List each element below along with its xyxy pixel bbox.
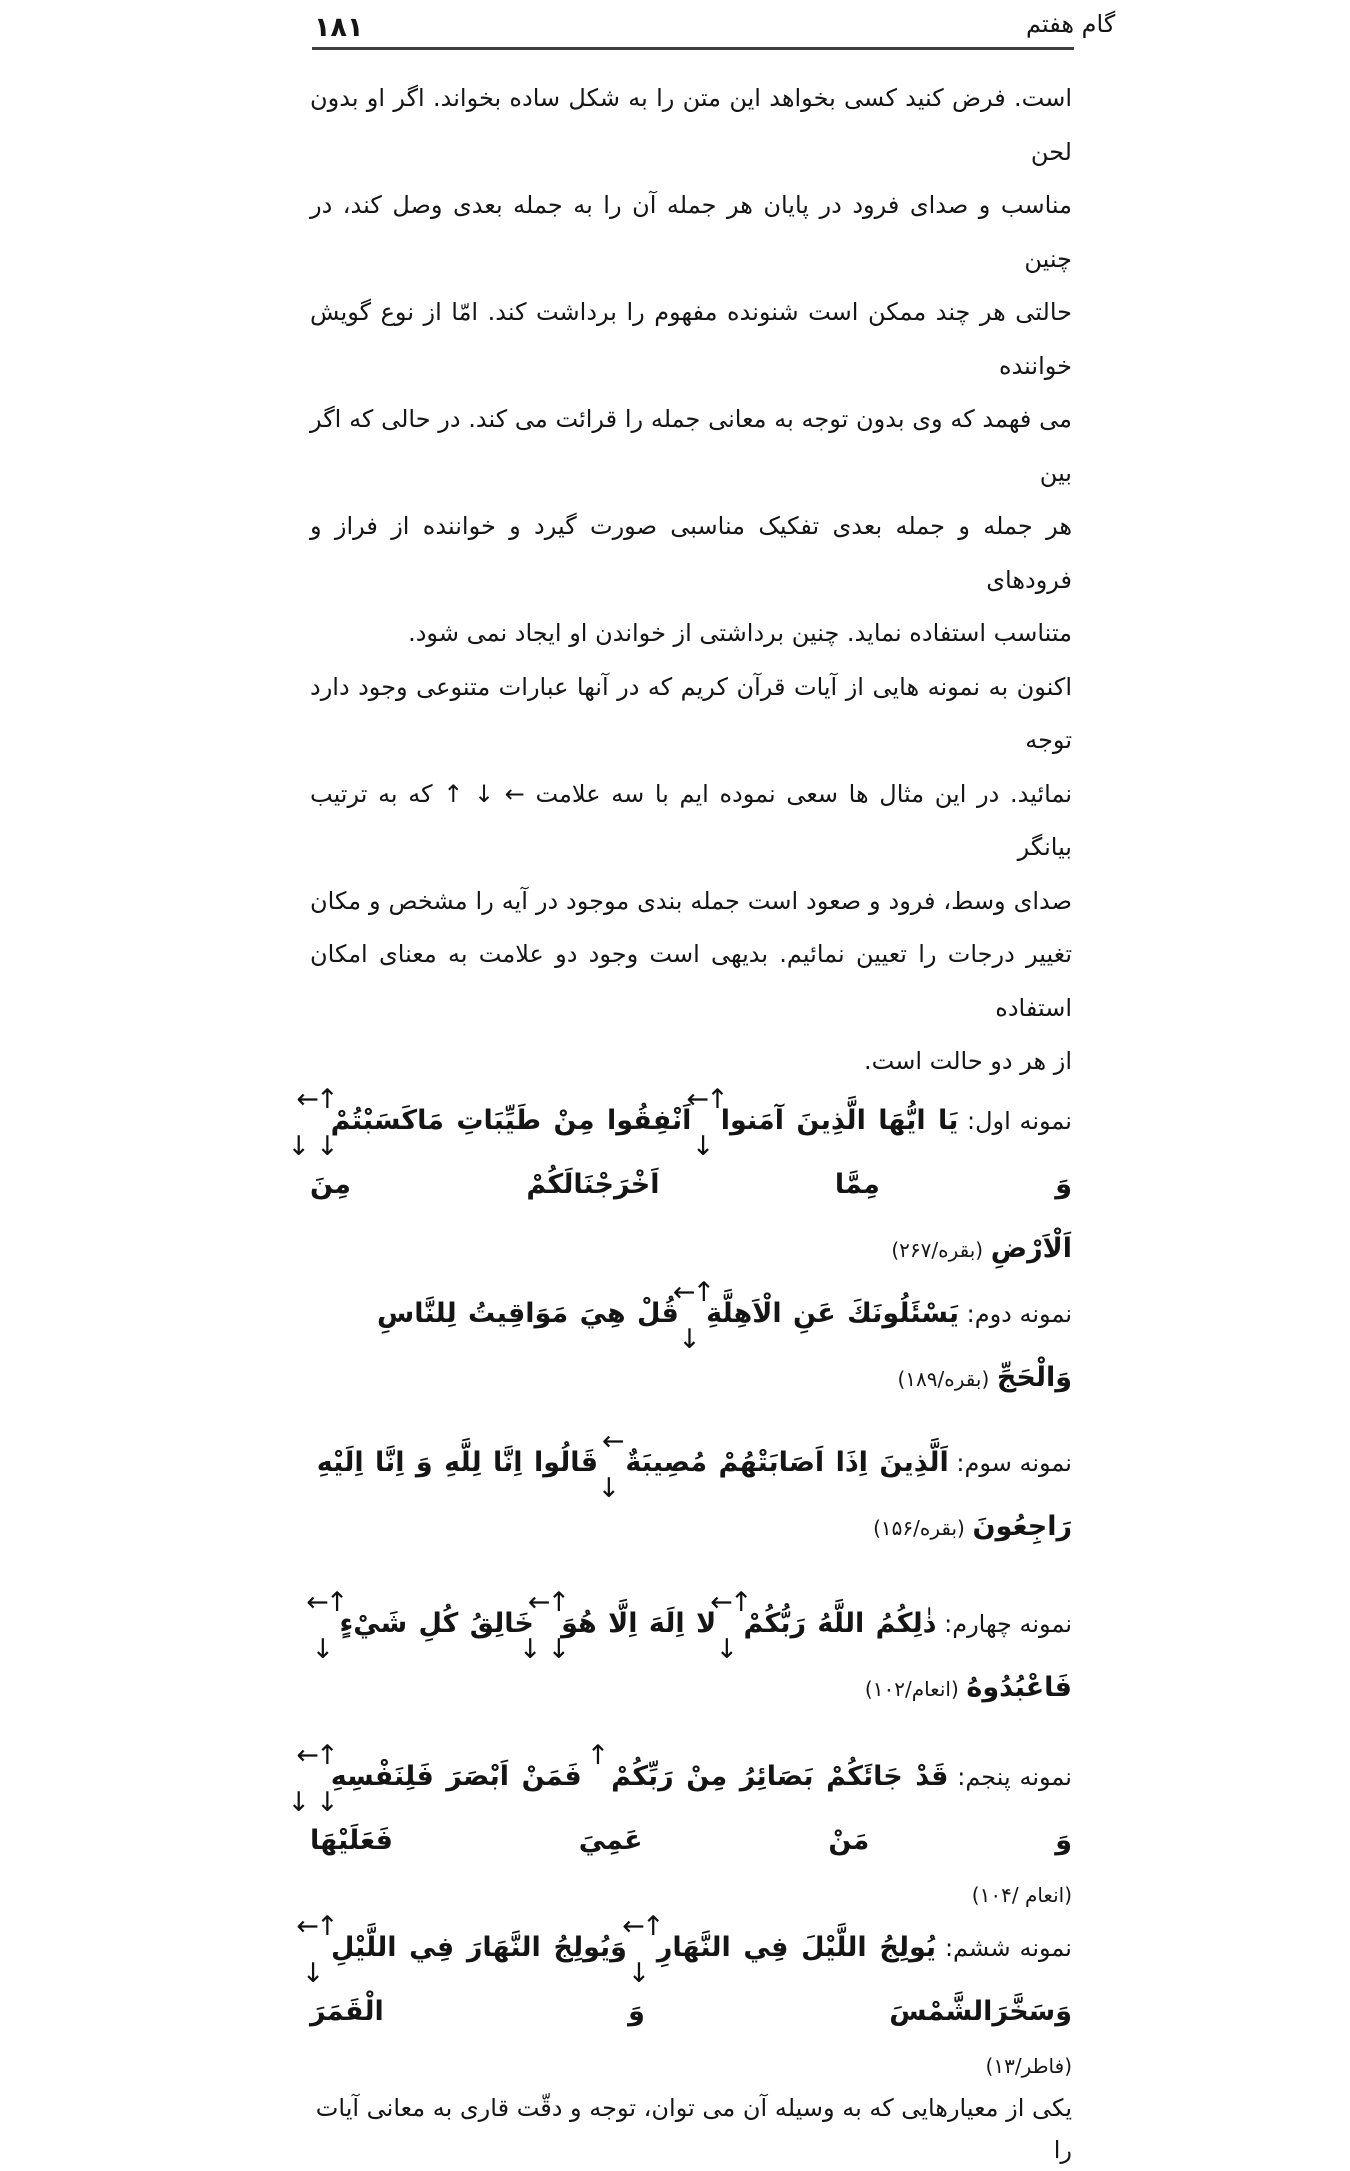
closing-text-line: یکی از معیارهایی که به وسیله آن می توان، توجه و دقّت قاری به معانی آیات را <box>315 2093 1072 2164</box>
intonation-mark <box>672 1276 713 1355</box>
examples-section <box>287 1083 1072 2087</box>
intonation-mark <box>686 1083 726 1162</box>
body-text-line: است. فرض کنید کسی بخواهد این متن را به شکل ساده بخواند. اگر او بدون لحن <box>310 84 1072 166</box>
verse-segment: لا اِلَهَ اِلَّا هُوَ <box>561 1607 717 1639</box>
verse-reference: (بقره/۱۵۶) <box>873 1515 965 1540</box>
body-text-line: حالتی هر چند ممکن است شنونده مفهوم را برداشت کند. امّا از نوع گویش خواننده <box>310 298 1072 380</box>
intonation-mark <box>586 1739 607 1789</box>
intonation-arrows-bottom: ↓↓ <box>287 1786 345 1818</box>
page-number: ۱۸۱ <box>314 12 364 43</box>
verse-segment: وَ مِمَّا اَخْرَجْنَالَكُمْ مِنَ <box>310 1168 1072 1200</box>
verse-segment: يَسْئَلُونَكَ عَنِ الْاَهِلَّةِ <box>706 1297 959 1329</box>
intonation-mark <box>306 1586 346 1665</box>
body-text-line: از هر دو حالت است. <box>864 1047 1072 1075</box>
verse-line <box>310 1217 1072 1282</box>
intonation-arrows-bottom: ↓ <box>715 1633 745 1665</box>
intonation-mark <box>710 1586 750 1665</box>
example-3 <box>310 1425 1072 1560</box>
verse-segment: يُولِجُ اللَّيْلَ فِي النَّهَارِ <box>656 1931 937 1963</box>
body-text-line: مناسب و صدای فرود در پایان هر جمله آن را به جمله بعدی وصل کند، در چنین <box>310 191 1072 273</box>
verse-reference-line <box>310 1873 1072 1916</box>
verse-segment: فَمَنْ اَبْصَرَ فَلِنَفْسِهِ <box>330 1760 582 1792</box>
verse-segment: فَاعْبُدُوهُ <box>966 1671 1072 1703</box>
header-rule <box>312 47 1074 50</box>
intonation-arrows-top: ←↑ <box>296 1739 336 1771</box>
verse-segment: ذٰلِكُمُ اللَّهُ رَبُّكُمْ <box>743 1607 937 1639</box>
verse-segment: اَنْفِقُوا مِنْ طَيِّبَاتِ مَاكَسَبْتُمْ <box>330 1104 692 1136</box>
example-1 <box>287 1083 1072 1282</box>
intonation-arrows-bottom: ↓ <box>311 1633 341 1665</box>
intonation-arrows-bottom: ↓↓ <box>287 1130 345 1162</box>
verse-segment: اَلْاَرْضِ <box>990 1232 1072 1264</box>
intonation-mark <box>622 1910 662 1989</box>
example-label: نمونه ششم: <box>944 1933 1072 1962</box>
body-text-line: صدای وسط، فرود و صعود است جمله بندی موجود در آیه را مشخص و مکان <box>310 886 1072 915</box>
intonation-mark <box>296 1910 336 1989</box>
verse-line <box>296 1910 1072 2044</box>
body-text-line: اکنون به نمونه هایی از آیات قرآن کریم که در آنها عبارات متنوعی وجود دارد توجه <box>310 672 1072 754</box>
verse-line <box>310 1276 1072 1411</box>
intonation-mark <box>287 1739 345 1818</box>
verse-reference: (انعام/۱۰۲) <box>864 1676 959 1701</box>
example-label: نمونه چهارم: <box>944 1609 1072 1638</box>
example-label: نمونه دوم: <box>966 1299 1072 1328</box>
verse-segment: وَسَخَّرَالشَّمْسَ وَ الْقَمَرَ <box>310 1995 1072 2027</box>
verse-line <box>306 1586 1072 1721</box>
verse-segment: قَدْ جَائَكُمْ بَصَائِرُ مِنْ رَبِّكُمْ <box>611 1760 949 1792</box>
intonation-arrows-top: ←↑ <box>710 1586 750 1618</box>
verse-reference: (فاطر/۱۳) <box>985 2053 1072 2078</box>
verse-segment: قُلْ هِيَ مَوَاقِيتُ لِلنَّاسِ وَالْحَجِّ <box>377 1297 1072 1393</box>
example-6 <box>296 1910 1072 2087</box>
body-text-line: هر جمله و جمله بعدی تفکیک مناسبی صورت گیرد و خواننده از فراز و فرودهای <box>310 512 1072 594</box>
verse-reference: (بقره/۲۶۷) <box>891 1237 984 1262</box>
example-label: نمونه سوم: <box>956 1448 1072 1477</box>
verse-reference: (بقره/۱۸۹) <box>897 1366 990 1391</box>
intonation-arrows-top: ←↑ <box>296 1910 336 1942</box>
verse-segment: وَيُولِجُ النَّهَارَ فِي اللَّيْلِ <box>330 1931 627 1963</box>
verse-reference: (انعام /۱۰۴) <box>971 1882 1072 1907</box>
intonation-arrows-bottom: ↓↓ <box>518 1633 577 1665</box>
chapter-title: گام هفتم <box>1026 10 1116 38</box>
example-5 <box>287 1739 1072 1916</box>
example-label: نمونه پنجم: <box>957 1762 1072 1791</box>
page-content <box>287 72 1072 2171</box>
intonation-arrows-bottom: ↓ <box>301 1957 331 1989</box>
intonation-arrows-top: ← <box>601 1425 622 1457</box>
intonation-arrows-top: ←↑ <box>527 1586 568 1618</box>
intonation-arrows-top: ←↑ <box>672 1276 713 1308</box>
body-text-line: تغییر درجات را تعیین نمائیم. بدیهی است وجود دو علامت به معنای امکان استفاده <box>310 940 1072 1022</box>
verse-segment: اَلَّذِينَ اِذَا اَصَابَتْهُمْ مُصِيبَةٌ <box>625 1446 949 1478</box>
intonation-arrows-top: ←↑ <box>622 1910 662 1942</box>
intonation-arrows-top: ←↑ <box>306 1586 346 1618</box>
verse-line <box>287 1739 1072 1873</box>
verse-segment: خَالِقُ كُلِ شَيْءٍ <box>339 1607 534 1639</box>
example-label: نمونه اول: <box>967 1106 1072 1135</box>
intonation-arrows-bottom: ↓ <box>597 1472 627 1504</box>
intonation-arrows-top: ↑ <box>586 1739 607 1771</box>
verse-segment: وَ مَنْ عَمِيَ فَعَلَيْهَا <box>310 1824 1072 1856</box>
intonation-mark <box>518 1586 577 1665</box>
example-2 <box>310 1276 1072 1411</box>
body-paragraphs <box>310 72 1072 1089</box>
body-text-line: نمائید. در این مثال ها سعی نموده ایم با سه علامت ← ↓ ↑ که به ترتیب بیانگر <box>310 779 1072 861</box>
body-text-line: متناسب استفاده نماید. چنین برداشتی از خواندن او ایجاد نمی شود. <box>408 619 1072 647</box>
example-4 <box>306 1586 1072 1721</box>
intonation-mark <box>287 1083 345 1162</box>
body-text-line: می فهمد که وی بدون توجه به معانی جمله را قرائت می کند. در حالی که اگر بین <box>310 405 1072 487</box>
intonation-arrows-bottom: ↓ <box>691 1130 721 1162</box>
verse-line <box>287 1083 1072 1217</box>
intonation-arrows-bottom: ↓ <box>627 1957 657 1989</box>
intonation-arrows-top: ←↑ <box>686 1083 726 1115</box>
intonation-arrows-bottom: ↓ <box>678 1323 707 1355</box>
verse-segment: قَالُوا اِنَّا لِلَّهِ وَ اِنَّا اِلَيْهِ رَاجِعُونَ <box>316 1446 1072 1542</box>
intonation-mark <box>597 1425 627 1504</box>
intonation-arrows-top: ←↑ <box>296 1083 336 1115</box>
verse-segment: يَا ايُّهَا الَّذِينَ آمَنوا <box>720 1104 959 1136</box>
verse-line <box>310 1425 1072 1560</box>
verse-reference-line <box>310 2044 1072 2087</box>
